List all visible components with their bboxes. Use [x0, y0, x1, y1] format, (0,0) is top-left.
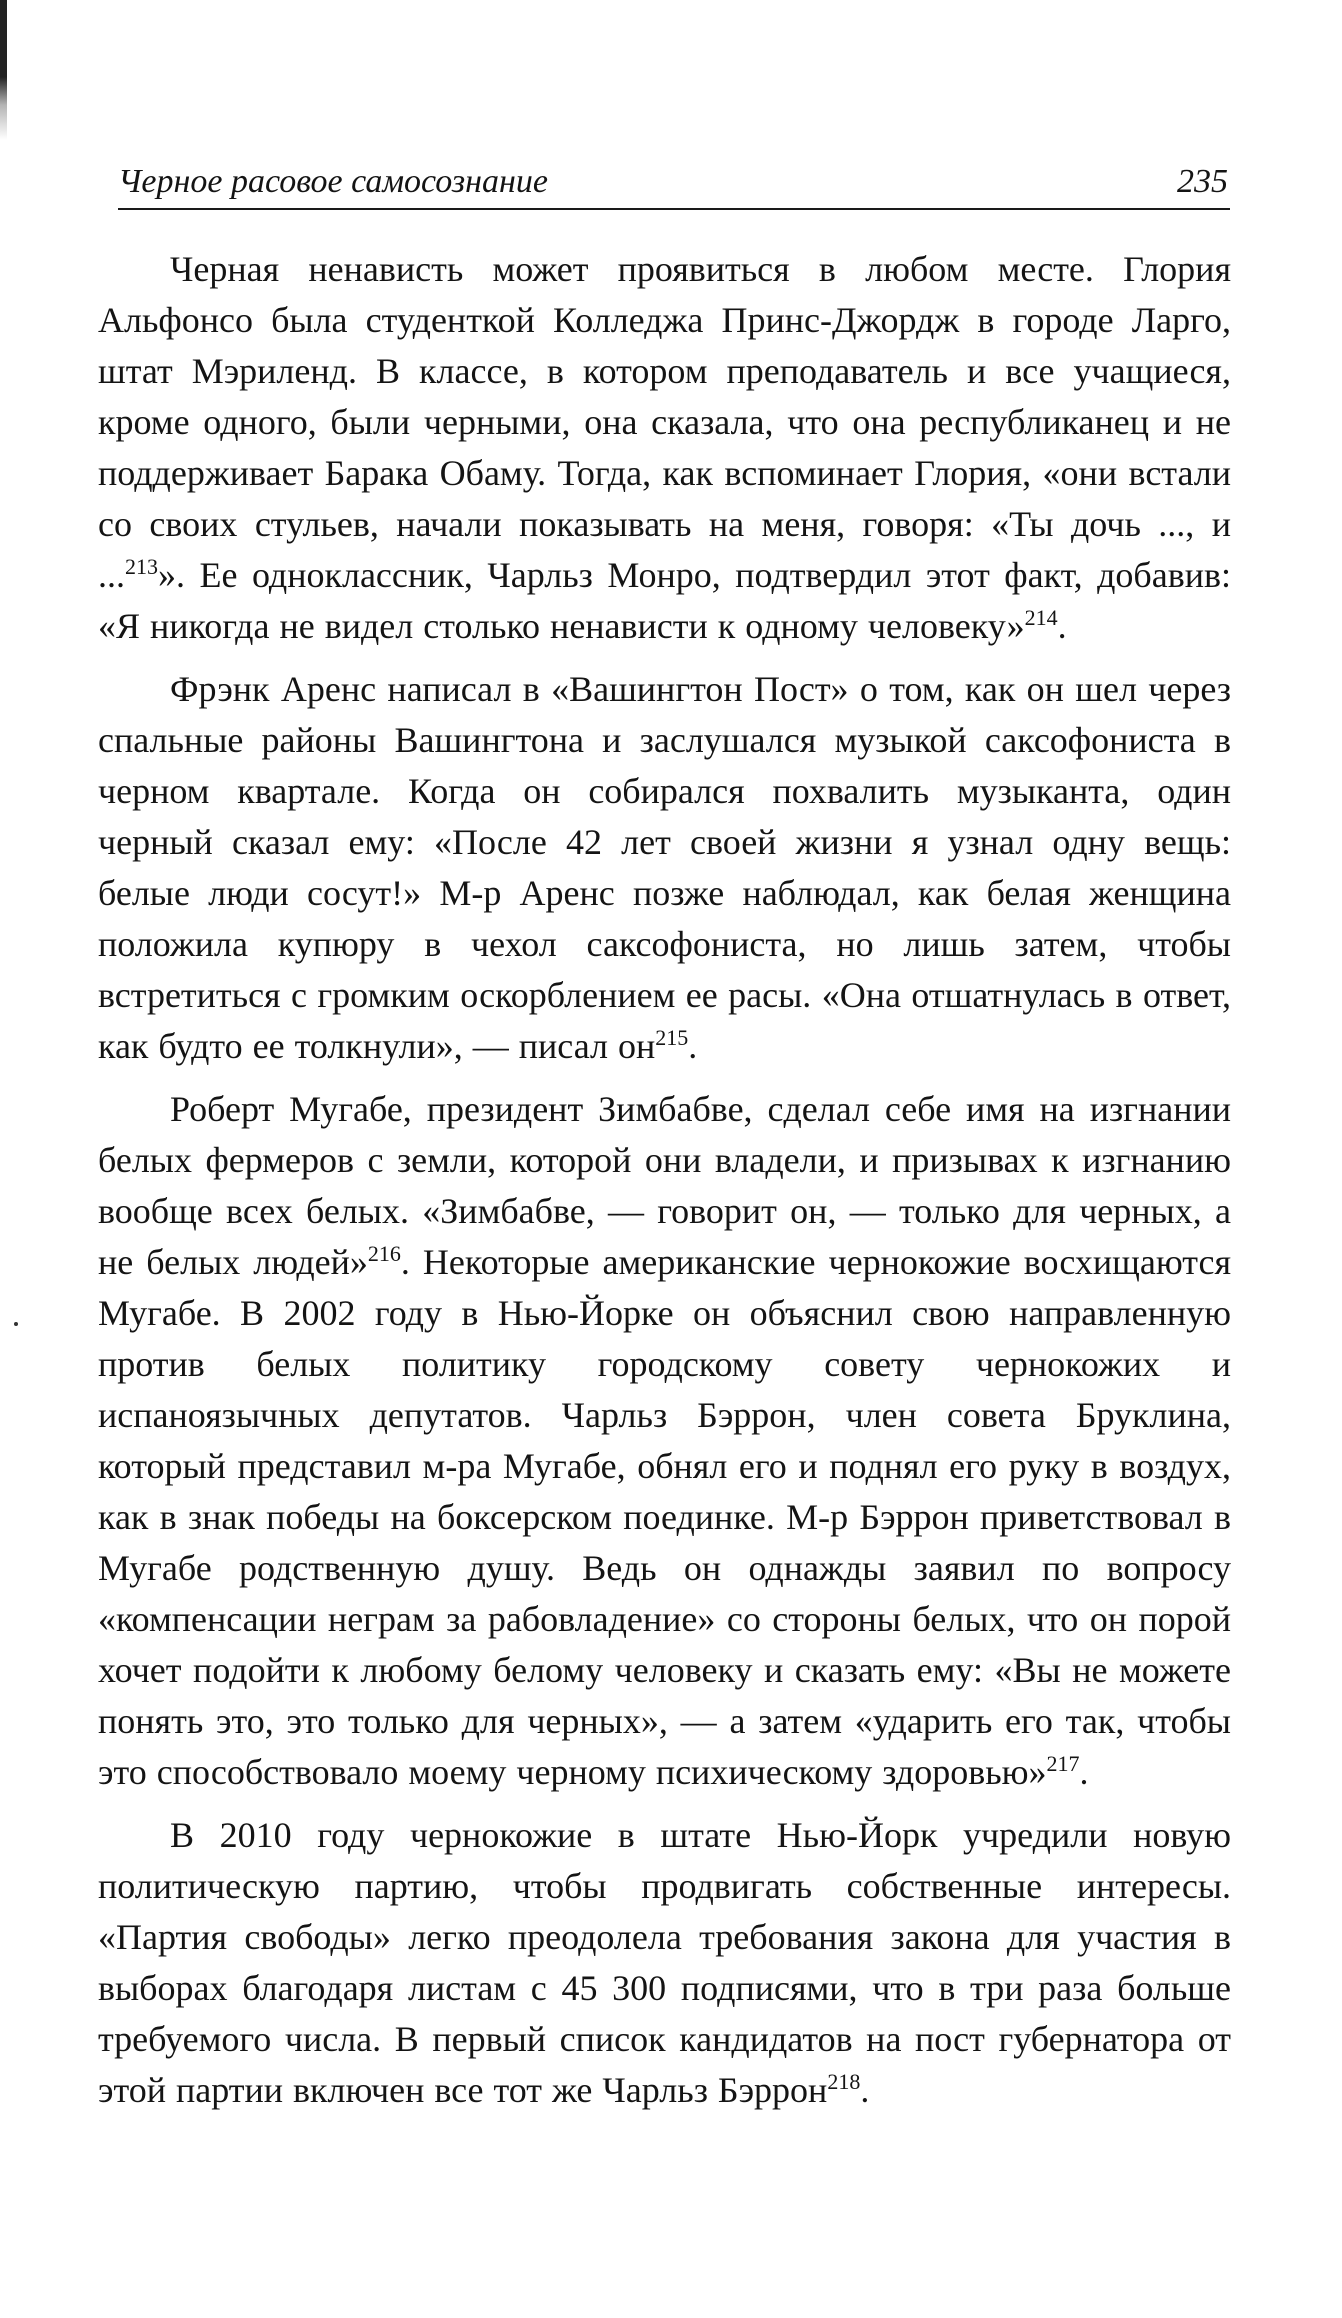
footnote-ref: 216 [367, 1241, 401, 1266]
page-binding-mark [0, 0, 7, 140]
text-segment: . [688, 1026, 698, 1066]
stray-mark [14, 1322, 18, 1326]
text-segment: . [1079, 1752, 1089, 1792]
footnote-ref: 213 [125, 554, 158, 579]
text-segment: . Некоторые американские чернокожие восхищаются Мугабе. В 2002 году в Нью-Йорке он объяснил свою направленную против белых политику городскому совету чернокожих и испаноязычных депутатов. Чарльз Бэррон, член совета Бруклина, который представил м-ра Мугабе, обнял его и поднял его руку в воздух, как в знак победы на боксерском поединке. М-р Бэррон приветствовал в Мугабе родственную душу. Ведь он однажды заявил по вопросу «компенсации неграм за рабовладение» со стороны белых, что он порой хочет подойти к любому белому человеку и сказать ему: «Вы не можете понять это, это только для черных», — а затем «ударить его так, чтобы это способствовало моему черному психическому здоровью» [98, 1242, 1231, 1792]
running-header [118, 158, 1230, 210]
running-title: Черное расовое самосознание [118, 163, 548, 200]
text-segment: Фрэнк Аренс написал в «Вашингтон Пост» о том, как он шел через спальные районы Вашингтона и заслушался музыкой саксофониста в черном квартале. Когда он собирался похвалить музыканта, один черный сказал ему: «После 42 лет своей жизни я узнал одну вещь: белые люди сосут!» М-р Аренс позже наблюдал, как белая женщина положила купюру в чехол саксофониста, но лишь затем, чтобы встретиться с громким оскорблением ее расы. «Она отшатнулась в ответ, как будто ее толкнули», — писал он [98, 669, 1231, 1066]
text-segment: Черная ненависть может проявиться в любом месте. Глория Альфонсо была студенткой Колледжа Принс-Джордж в городе Ларго, штат Мэриленд. В классе, в котором преподаватель и все учащиеся, кроме одного, были черными, она сказала, что она республиканец и не поддерживает Барака Обаму. Тогда, как вспоминает Глория, «они встали со своих стульев, начали показывать на меня, говоря: «Ты дочь ..., и ... [98, 249, 1231, 595]
footnote-ref: 215 [655, 1025, 689, 1050]
paragraph [98, 244, 1231, 652]
paragraph [98, 1084, 1231, 1798]
footnote-ref: 217 [1046, 1751, 1080, 1776]
text-segment: ». Ее одноклассник, Чарльз Монро, подтвердил этот факт, добавив: «Я никогда не видел столько ненависти к одному человеку» [98, 555, 1231, 646]
paragraph [98, 1810, 1231, 2116]
footnote-ref: 218 [827, 2069, 861, 2094]
text-segment: Роберт Мугабе, президент Зимбабве, сделал себе имя на изгнании белых фермеров с земли, которой они владели, и призывах к изгнанию вообще всех белых. «Зимбабве, — говорит он, — только для черных, а не белых людей» [98, 1089, 1231, 1282]
text-body [98, 244, 1231, 2128]
text-segment: . [860, 2070, 870, 2110]
paragraph [98, 664, 1231, 1072]
page-number: 235 [1177, 163, 1228, 200]
text-segment: В 2010 году чернокожие в штате Нью-Йорк учредили новую политическую партию, чтобы продвигать собственные интересы. «Партия свободы» легко преодолела требования закона для участия в выборах благодаря листам с 45 300 подписями, что в три раза больше требуемого числа. В первый список кандидатов на пост губернатора от этой партии включен все тот же Чарльз Бэррон [98, 1815, 1231, 2110]
text-segment: . [1057, 606, 1067, 646]
footnote-ref: 214 [1024, 605, 1058, 630]
